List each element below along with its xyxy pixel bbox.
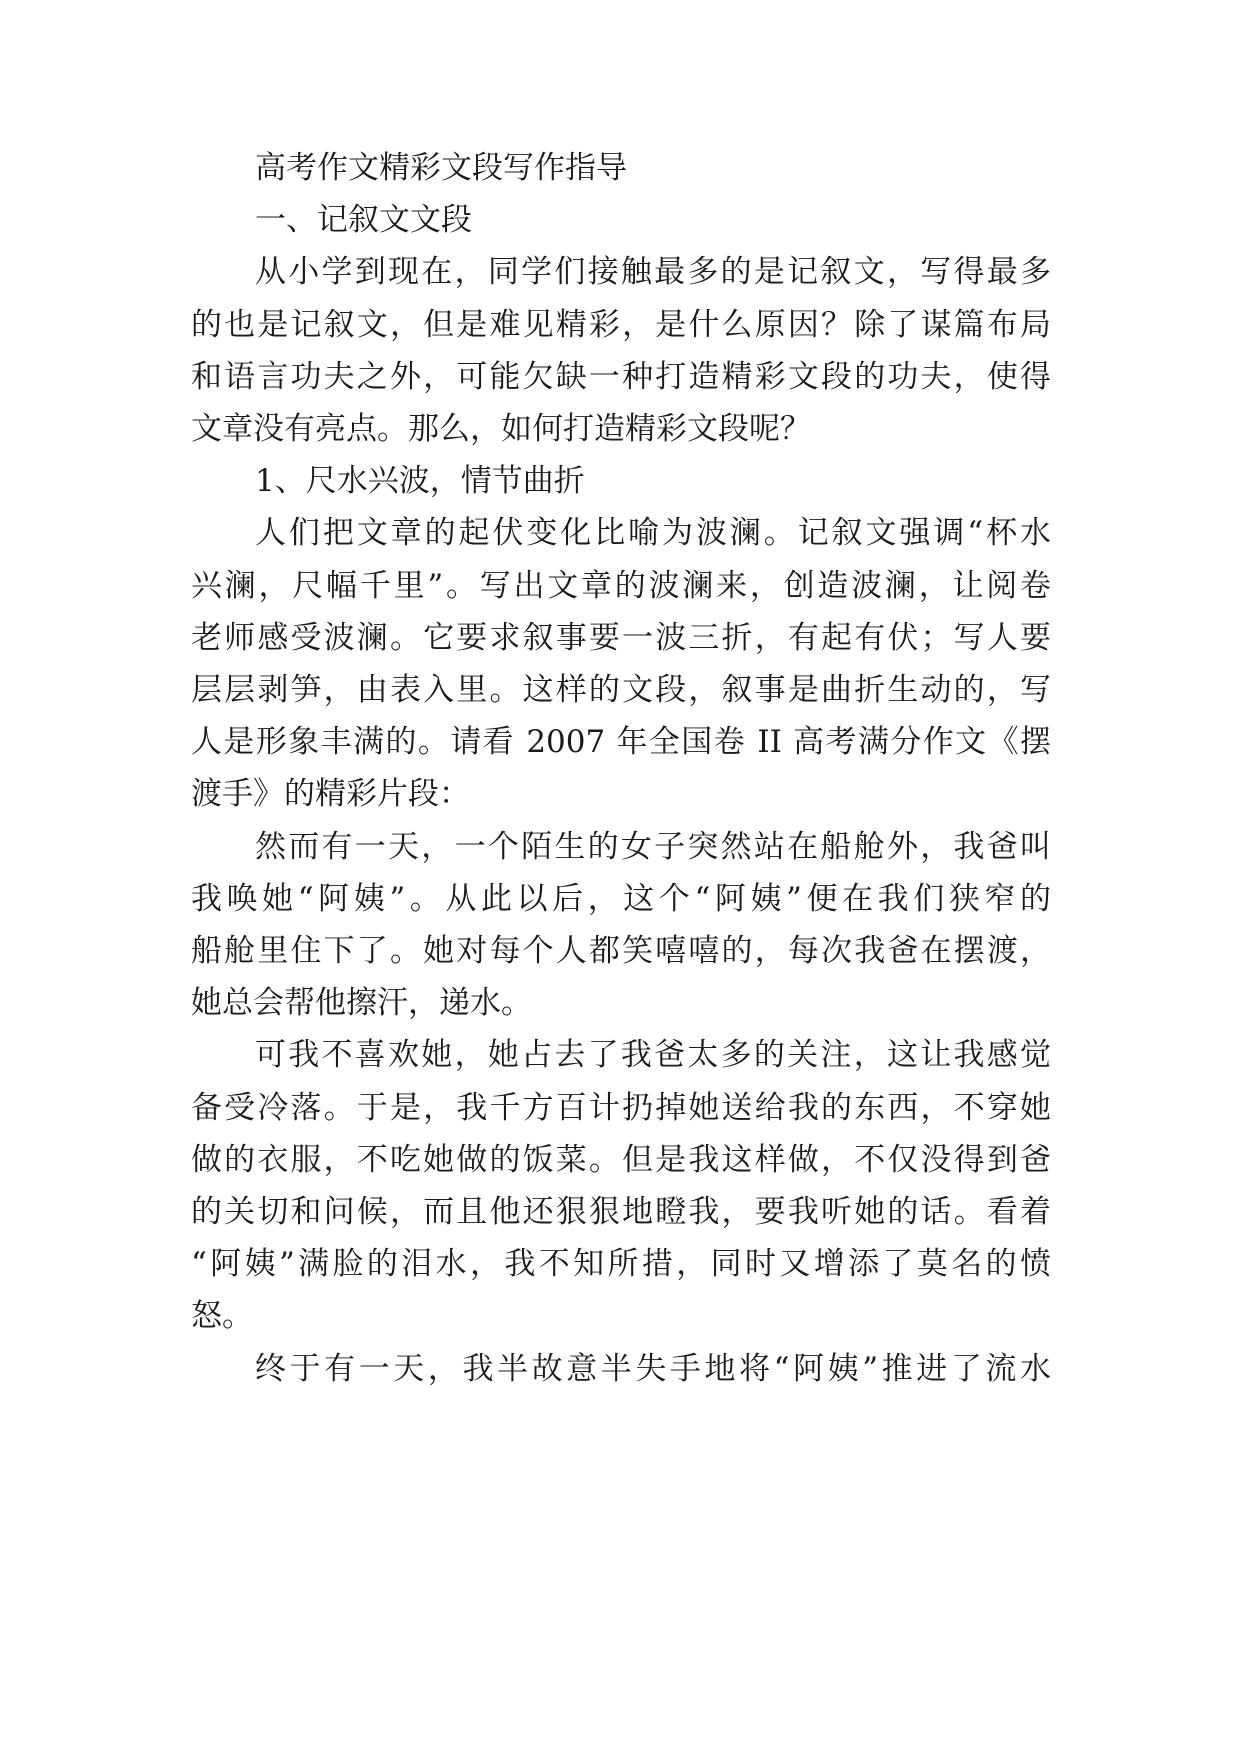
excerpt-line: 备受冷落。于是，我千方百计扔掉她送给我的东西，不穿她	[191, 1090, 1051, 1126]
excerpt-line: 船舱里住下了。她对每个人都笑嘻嘻的，每次我爸在摆渡，	[191, 933, 1051, 969]
intro-line: 文章没有亮点。那么，如何打造精彩文段呢？	[191, 411, 811, 447]
explanation-line: 兴澜，尺幅千里”。写出文章的波澜来，创造波澜，让阅卷	[191, 568, 1051, 604]
intro-line: 和语言功夫之外，可能欠缺一种打造精彩文段的功夫，使得	[191, 359, 1051, 395]
explanation-line: 人是形象丰满的。请看 2007 年全国卷 II 高考满分作文《摆	[191, 724, 1051, 760]
intro-line: 的也是记叙文，但是难见精彩，是什么原因？除了谋篇布局	[191, 307, 1051, 343]
excerpt-line: 终于有一天，我半故意半失手地将“阿姨”推进了流水	[255, 1351, 1051, 1387]
explanation-line: 层层剥笋，由表入里。这样的文段，叙事是曲折生动的，写	[191, 672, 1051, 708]
excerpt-line: 做的衣服，不吃她做的饭菜。但是我这样做，不仅没得到爸	[191, 1142, 1051, 1178]
explanation-line: 渡手》的精彩片段：	[191, 776, 470, 812]
excerpt-line: 然而有一天，一个陌生的女子突然站在船舱外，我爸叫	[255, 829, 1051, 865]
document-title: 高考作文精彩文段写作指导	[255, 150, 627, 186]
excerpt-line: 可我不喜欢她，她占去了我爸太多的关注，这让我感觉	[255, 1037, 1051, 1073]
excerpt-line: 的关切和问候，而且他还狠狠地瞪我，要我听她的话。看着	[191, 1194, 1051, 1230]
excerpt-line: 怒。	[191, 1298, 253, 1334]
explanation-line: 人们把文章的起伏变化比喻为波澜。记叙文强调“杯水	[255, 515, 1051, 551]
excerpt-line: 她总会帮他擦汗，递水。	[191, 985, 532, 1021]
explanation-line: 老师感受波澜。它要求叙事要一波三折，有起有伏；写人要	[191, 620, 1051, 656]
intro-line: 从小学到现在，同学们接触最多的是记叙文，写得最多	[255, 254, 1051, 290]
excerpt-line: “阿姨”满脸的泪水，我不知所措，同时又增添了莫名的愤	[191, 1246, 1051, 1282]
excerpt-line: 我唤她“阿姨”。从此以后，这个“阿姨”便在我们狭窄的	[191, 881, 1051, 917]
section-heading: 一、记叙文文段	[255, 202, 472, 238]
subheading: 1、尺水兴波，情节曲折	[255, 463, 585, 499]
